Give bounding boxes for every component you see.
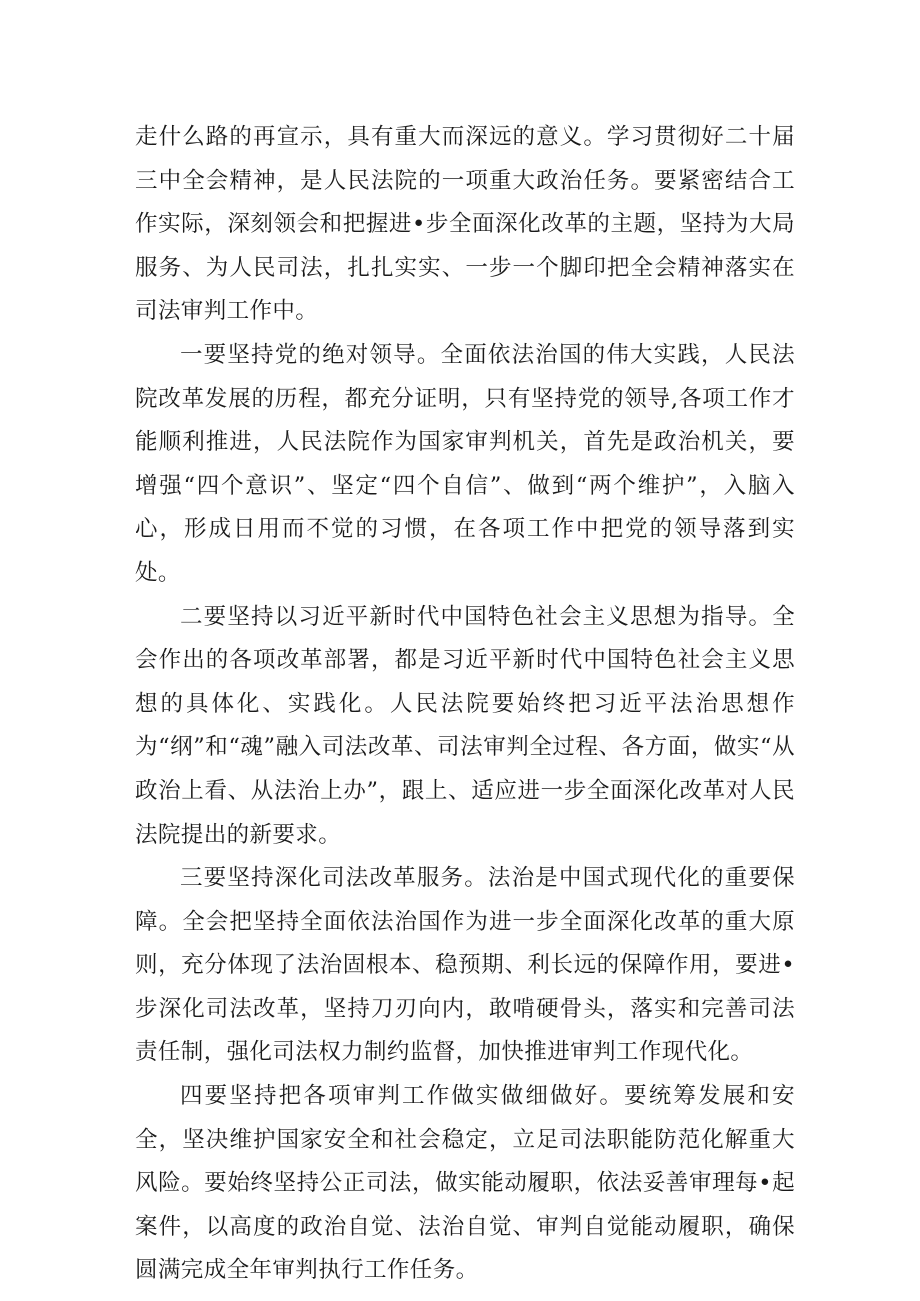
document-body [135, 116, 795, 1293]
paragraph-continuation: 走什么路的再宣示，具有重大而深远的意义。学习贯彻好二十届三中全会精神，是人民法院的一项重大政治任务。要紧密结合工作实际，深刻领会和把握进•步全面深化改革的主题，坚持为大局服务、为人民司法，扎扎实实、一步一个脚印把全会精神落实在司法审判工作中。 [135, 124, 795, 325]
paragraph-party-leadership: 一要坚持党的绝对领导。全面依法治国的伟大实践，人民法院改革发展的历程，都充分证明，只有坚持党的领导,各项工作才能顺利推进，人民法院作为国家审判机关，首先是政治机关，要增强“四个意识”、坚定“四个自信”、做到“两个维护”，入脑入心，形成日用而不觉的习惯，在各项工作中把党的领导落到实处。 [135, 341, 795, 586]
paragraph-guiding-thought: 二要坚持以习近平新时代中国特色社会主义思想为指导。全会作出的各项改革部署，都是习近平新时代中国特色社会主义思想的具体化、实践化。人民法院要始终把习近平法治思想作为“纲”和“魂”融入司法改革、司法审判全过程、各方面，做实“从政治上看、从法治上办”，跟上、适应进一步全面深化改革对人民法院提出的新要求。 [135, 603, 795, 848]
paragraph-judicial-reform: 三要坚持深化司法改革服务。法治是中国式现代化的重要保障。全会把坚持全面依法治国作为进一步全面深化改革的重大原则，充分体现了法治固根本、稳预期、利长远的保障作用，要进•步深化司法改革，坚持刀刃向内，敢啃硬骨头，落实和完善司法责任制，强化司法权力制约监督，加快推进审判工作现代化。 [135, 865, 795, 1066]
paragraph-trial-work: 四要坚持把各项审判工作做实做细做好。要统筹发展和安全，坚决维护国家安全和社会稳定，立足司法职能防范化解重大风险。要始终坚持公正司法，做实能动履职，依法妥善审理每•起案件，以高度的政治自觉、法治自觉、审判自觉能动履职，确保圆满完成全年审判执行工作任务。 [135, 1083, 795, 1284]
